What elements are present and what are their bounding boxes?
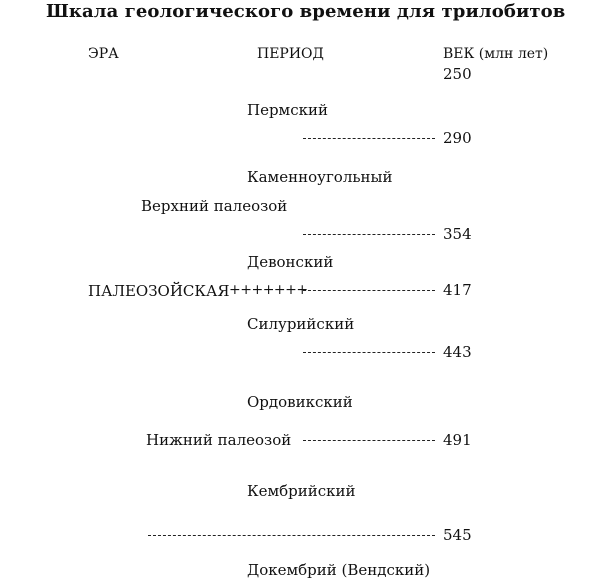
age-491: 491 bbox=[443, 431, 472, 449]
age-290: 290 bbox=[443, 129, 472, 147]
era-lower-paleozoic: Нижний палеозой bbox=[146, 431, 292, 449]
period-devonian: Девонский bbox=[247, 253, 334, 271]
boundary-line-443 bbox=[303, 352, 435, 353]
boundary-line-545 bbox=[148, 535, 435, 536]
header-age: ВЕК (млн лет) bbox=[443, 46, 549, 62]
boundary-line-491 bbox=[303, 440, 435, 441]
boundary-line-354 bbox=[303, 234, 435, 235]
boundary-line-417 bbox=[303, 290, 435, 291]
age-443: 443 bbox=[443, 343, 472, 361]
period-precambrian: Докембрий (Вендский) bbox=[247, 561, 431, 579]
period-carboniferous: Каменноугольный bbox=[247, 168, 393, 186]
header-period: ПЕРИОД bbox=[257, 46, 324, 62]
boundary-line-290 bbox=[303, 138, 435, 139]
period-ordovician: Ордовикский bbox=[247, 393, 353, 411]
age-354: 354 bbox=[443, 225, 472, 243]
age-417: 417 bbox=[443, 281, 472, 299]
paleozoic-marker: +++++++ bbox=[229, 282, 308, 298]
header-era: ЭРА bbox=[88, 46, 119, 62]
age-545: 545 bbox=[443, 526, 472, 544]
period-permian: Пермский bbox=[247, 101, 328, 119]
period-silurian: Силурийский bbox=[247, 315, 355, 333]
era-paleozoic: ПАЛЕОЗОЙСКАЯ bbox=[88, 282, 230, 300]
era-upper-paleozoic: Верхний палеозой bbox=[141, 197, 288, 215]
age-250: 250 bbox=[443, 65, 472, 83]
period-cambrian: Кембрийский bbox=[247, 482, 356, 500]
page-title: Шкала геологического времени для трилобитов bbox=[46, 1, 566, 22]
